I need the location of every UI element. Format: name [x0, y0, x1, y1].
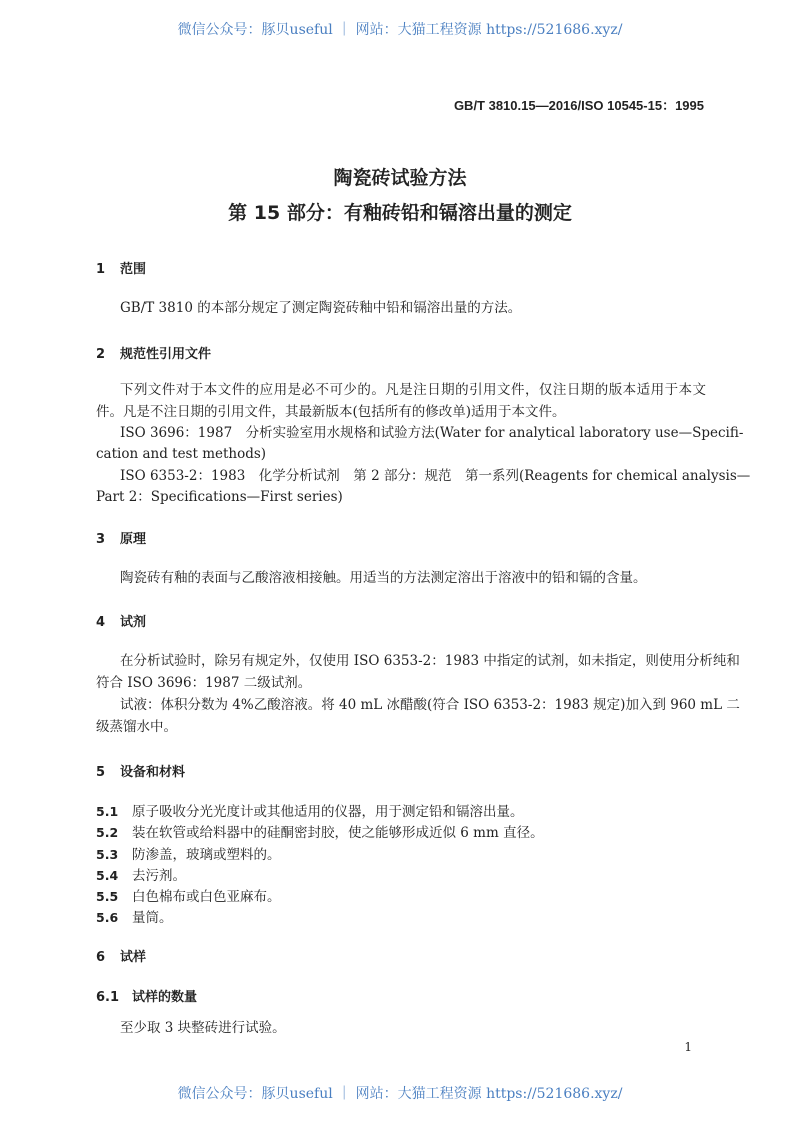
section-2-heading: 2 规范性引用文件 [96, 347, 212, 362]
paragraph: GB/T 3810 的本部分规定了测定陶瓷砖釉中铅和镉溶出量的方法。 [120, 300, 522, 316]
watermark-bottom: 微信公众号：豚贝useful ｜ 网站：大猫工程资源 https://521686.xyz/ [177, 1086, 623, 1102]
list-item: 5.5 白色棉布或白色亚麻布。 [96, 889, 281, 905]
paragraph: 至少取 3 块整砖进行试验。 [120, 1020, 286, 1036]
reference-iso-3696: ISO 3696：1987 分析实验室用水规格和试验方法(Water for analytical laboratory use—Specifi- [120, 425, 744, 441]
paragraph: 在分析试验时，除另有规定外，仅使用 ISO 6353-2：1983 中指定的试剂，如未指定，则使用分析纯和 [120, 653, 740, 669]
reference-iso-6353: ISO 6353-2：1983 化学分析试剂 第 2 部分：规范 第一系列(Reagents for chemical analysis— [120, 468, 751, 484]
paragraph: 试液：体积分数为 4%乙酸溶液。将 40 mL 冰醋酸(符合 ISO 6353-2：1983 规定)加入到 960 mL 二 [120, 697, 740, 713]
watermark-top: 微信公众号：豚贝useful ｜ 网站：大猫工程资源 https://521686.xyz/ [177, 22, 623, 38]
section-6-heading: 6 试样 [96, 950, 147, 965]
page-number: 1 [684, 1040, 692, 1054]
section-1-heading: 1 范围 [96, 262, 147, 277]
paragraph: 下列文件对于本文件的应用是必不可少的。凡是注日期的引用文件，仅注日期的版本适用于本文 [120, 382, 706, 398]
list-item: 5.6 量筒。 [96, 910, 173, 926]
title-line-1: 陶瓷砖试验方法 [333, 167, 467, 189]
paragraph: 符合 ISO 3696：1987 二级试剂。 [96, 675, 312, 691]
list-item: 5.3 防渗盖，玻璃或塑料的。 [96, 847, 281, 863]
standard-code: GB/T 3810.15—2016/ISO 10545-15：1995 [453, 98, 704, 113]
title-line-2: 第 15 部分：有釉砖铅和镉溶出量的测定 [228, 202, 572, 224]
paragraph: 级蒸馏水中。 [96, 719, 177, 735]
section-5-heading: 5 设备和材料 [96, 765, 186, 780]
list-item: 5.2 装在软管或给料器中的硅酮密封胶，使之能够形成近似 6 mm 直径。 [96, 825, 544, 841]
section-4-heading: 4 试剂 [96, 615, 147, 630]
subsection-6-1-heading: 6.1 试样的数量 [96, 990, 198, 1005]
list-item: 5.4 去污剂。 [96, 868, 186, 884]
paragraph: 陶瓷砖有釉的表面与乙酸溶液相接触。用适当的方法测定溶出于溶液中的铅和镉的含量。 [120, 570, 647, 586]
list-item: 5.1 原子吸收分光光度计或其他适用的仪器，用于测定铅和镉溶出量。 [96, 804, 524, 820]
reference-iso-6353-cont: Part 2：Specifications—First series) [96, 489, 343, 505]
paragraph: 件。凡是不注日期的引用文件，其最新版本(包括所有的修改单)适用于本文件。 [96, 404, 566, 420]
section-3-heading: 3 原理 [96, 532, 147, 547]
reference-iso-3696-cont: cation and test methods) [96, 446, 267, 462]
